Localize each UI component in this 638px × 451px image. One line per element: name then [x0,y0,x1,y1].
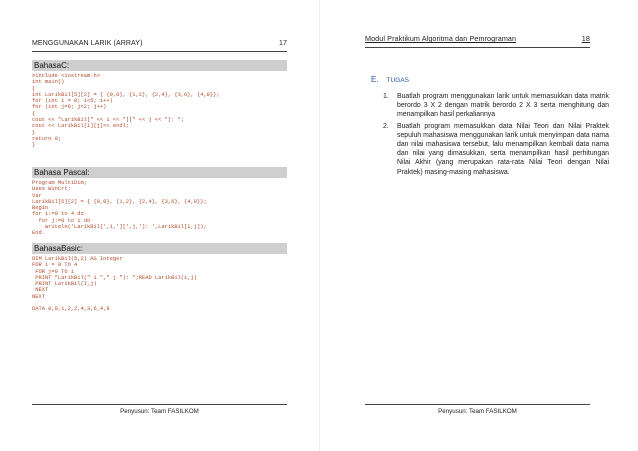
left-page-footer: Penyusun: Team FASILKOM [32,404,287,415]
right-page [319,0,638,451]
code-block-c: #include <iostream.h> int main() { int LarikBil[5][2] = { {0,0}, {1,2}, {2,4}, {3,6}, {4,8}}; for (int i = 0; i<5; i++) for (int j=0; j<2; j++) { cout << "LarikBil[" << i << "][" << j << "]: "; cout << LarikBil[i][j]<< endl; } return 0; } [32,73,220,149]
task-list [383,92,609,179]
right-page-header [365,34,590,48]
right-page-footer: Penyusun: Team FASILKOM [365,404,590,415]
left-page-number: 17 [279,40,287,47]
list-item [383,92,609,120]
section-letter: E. [371,75,379,84]
section-bar-basic: BahasaBasic: [32,243,287,254]
code-block-basic: DIM LarikBil(5,2) AS Integer FOR i = 0 TO 4 FOR j=0 TO 1 PRINT "LarikBil(" i "," j "): ";READ LarikBil(i,j) PRINT LarikBil(I,j) NEXT NEXT DATA 0,0,1,2,2,4,3,6,4,8 [32,256,197,313]
left-page-header [32,40,287,52]
left-header-title: MENGGUNAKAN LARIK (ARRAY) [32,40,143,47]
section-bar-c: BahasaC: [32,60,287,71]
task-text: Buatlah program menggunakan larik untuk memasukkan data matrik berordo 3 X 2 dengan matrik berordo 2 X 3 serta menghitung dan menampilkan hasil perkaliannya [397,93,609,119]
section-bar-pascal: Bahasa Pascal: [32,167,287,178]
task-text: Buatlah program memasukkan data Nilai Teori dan Nilai Praktek sepuluh mahasiswa menggunakan larik untuk menyimpan data nama dan nilai mahasiswa tersebut, lalu menampilkan kembali data nama dan nilai yang dimasukkan, serta menampilkan hasil perhitungan Nilai Akhir (yang merupakan rata-rata Nilai Teori dengan Nilai Praktek) masing-masing mahasiswa. [397,122,609,176]
task-number: 1. [383,93,389,100]
code-block-pascal: Program MultiDim; Uses WinCrt; Var LarikBil[5][2] = { {0,0}, {1,2}, {2,4}, {3,6}, {4,8}}; Begin for i:=0 to 4 do for j:=0 to 1 do writeln('LarikBil[',i,'][',j,']: ',LarikBil[i,j]); End. [32,180,207,237]
right-page-number: 18 [581,34,590,43]
list-item [383,122,609,177]
section-title: TUGAS [386,77,409,84]
right-header-title: Modul Praktikum Algoritma dan Pemrograman [365,34,517,43]
section-heading-tugas [371,75,409,84]
task-number: 2. [383,122,389,130]
